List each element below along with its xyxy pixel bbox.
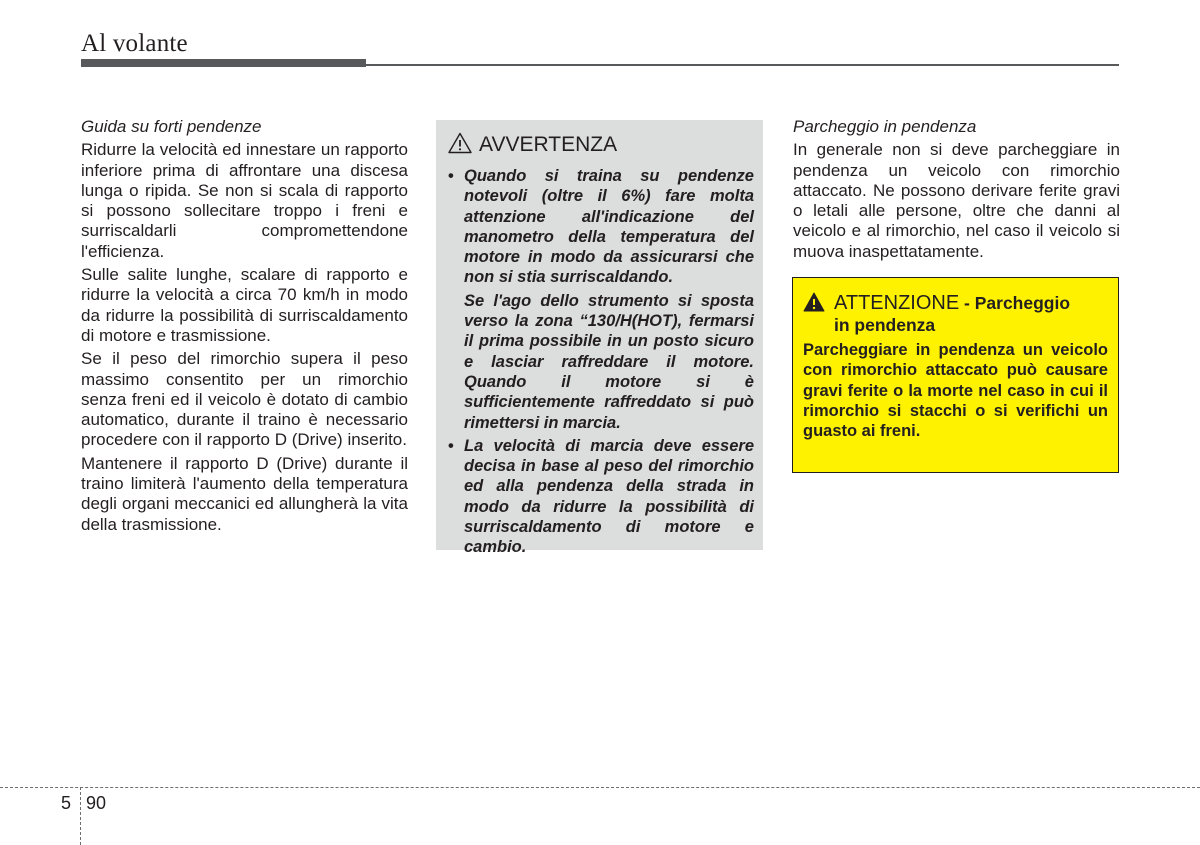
bullet-marker: • [448, 436, 454, 455]
caution-title-main: ATTENZIONE [834, 292, 960, 314]
bullet-marker: • [448, 167, 454, 185]
caution-header [803, 292, 1108, 336]
caution-box [792, 277, 1119, 473]
header-rule-thick [81, 59, 366, 67]
warning-item [448, 436, 754, 558]
warning-item-text: La velocità di marcia deve essere decisa in base al peso del rimorchio ed alla pendenza della strada in modo da ridurre la possibilità di surriscaldamento di motore e cambio. [464, 436, 754, 557]
right-paragraph: In generale non si deve parcheggiare in pendenza un veicolo con rimorchio attaccato. Ne possono derivare ferite gravi o letali alle persone, oltre che danni al veicolo e al rimorchio, nel caso il veicolo si muova inaspettatamente. [793, 140, 1120, 261]
warning-list [448, 166, 754, 558]
footer-dashed-rule [0, 787, 1200, 788]
page-number: 90 [86, 793, 107, 813]
section-number: 5 [61, 793, 72, 813]
header-rule-thin [366, 64, 1119, 66]
warning-item [448, 166, 754, 433]
caution-title-line2: in pendenza [834, 315, 936, 335]
caution-triangle-icon [803, 292, 825, 317]
caution-body: Parcheggiare in pendenza un veicolo con rimorchio attaccato può causare gravi ferite o la morte nel caso in cui il rimorchio si stacchi o si verifichi un guasto ai freni. [803, 341, 1108, 441]
footer-dashed-divider [80, 787, 81, 845]
left-column [81, 117, 408, 538]
page-header-title: Al volante [81, 30, 188, 57]
caution-title-sub: - Parcheggio [959, 293, 1071, 313]
warning-header [448, 130, 754, 160]
warning-title: AVVERTENZA [479, 133, 618, 156]
warning-box [436, 120, 763, 557]
left-paragraph: Ridurre la velocità ed innestare un rapporto inferiore prima di affrontare una discesa lunga o ripida. Se non si scala di rapporto si possono sollecitare troppo i freni e surriscaldarli compromettendone l'efficienza. [81, 140, 408, 261]
warning-item-text: Quando si traina su pendenze notevoli (oltre il 6%) fare molta attenzione all'indicazione del manometro della temperatura del motore in modo da assicurarsi che non si stia surriscaldando. [464, 167, 754, 287]
left-paragraph: Sulle salite lunghe, scalare di rapporto e ridurre la velocità a circa 70 km/h in modo da ridurre la possibilità di surriscaldamento di motore e trasmissione. [81, 265, 408, 345]
caution-title [834, 292, 1070, 336]
left-paragraph: Se il peso del rimorchio supera il peso massimo consentito per un rimorchio senza freni ed il veicolo è dotato di cambio automatico, durante il traino è necessario procedere con il rapporto D (Drive) inserito. [81, 349, 408, 450]
warning-item-text: Se l'ago dello strumento si sposta verso la zona “130/H(HOT), fermarsi il prima possibile in un posto sicuro e lasciar raffreddare il motore. Quando il motore si è sufficientemente raffreddato si può rimettersi in marcia. [464, 291, 754, 432]
right-subheading: Parcheggio in pendenza [793, 117, 977, 136]
warning-triangle-icon [448, 132, 472, 159]
right-column [793, 117, 1120, 265]
left-subheading: Guida su forti pendenze [81, 117, 262, 136]
left-paragraph: Mantenere il rapporto D (Drive) durante il traino limiterà l'aumento della temperatura degli organi meccanici ed allungherà la vita della trasmissione. [81, 453, 408, 534]
